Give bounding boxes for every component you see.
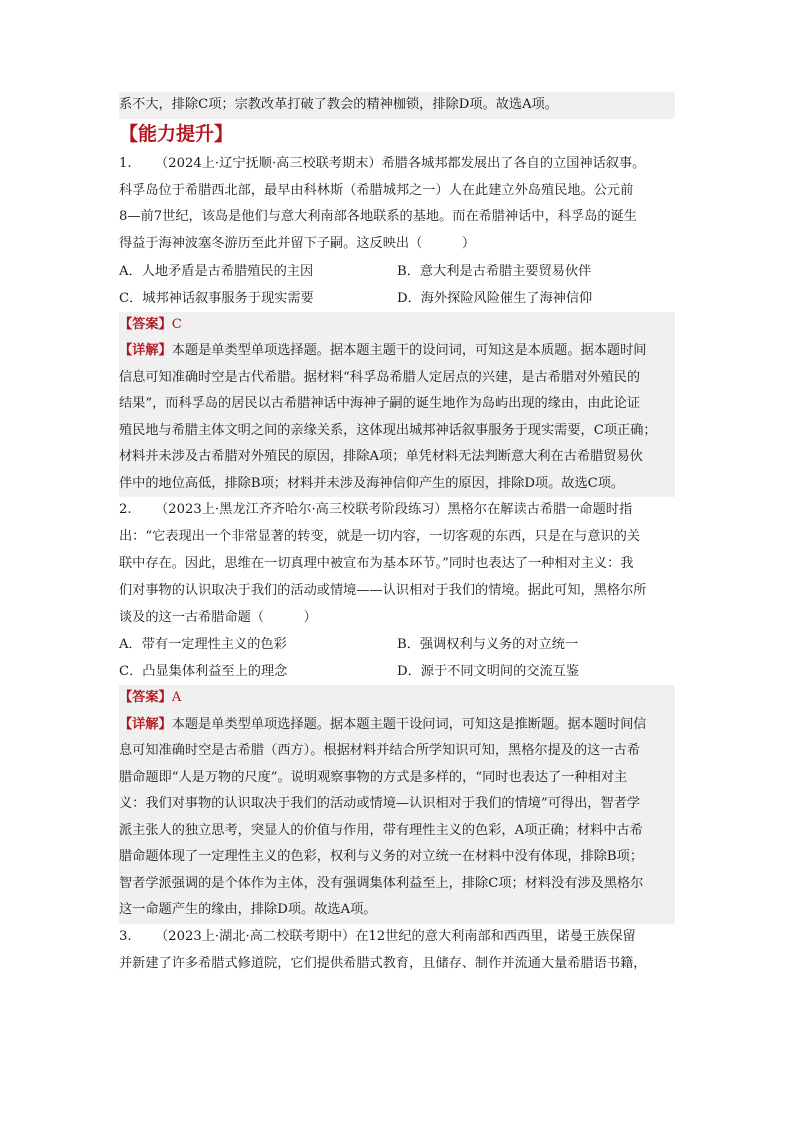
q2-option-c: C．凸显集体利益至上的理念: [119, 664, 288, 680]
q2-answer-label: 【答案】: [119, 690, 172, 706]
q2-line-1: 2. （2023上·黑龙江齐齐哈尔·高三校联考阶段练习）黑格尔在解读古希腊一命题时指: [119, 497, 675, 524]
q1-detail-line-5: 材料并未涉及古希腊对外殖民的原因，排除A项；单凭材料无法判断意大利在古希腊贸易伙: [119, 449, 643, 465]
q1-line-3: 8—前7世纪，该岛是他们与意大利南部各地联系的基地。而在希腊神话中，科孚岛的诞生: [119, 209, 637, 225]
q2-detail-line-6: 腊命题体现了一定理性主义的色彩，权利与义务的对立统一在材料中没有体现，排除B项；: [119, 849, 643, 865]
q2-option-d: D．源于不同文明间的交流互鉴: [397, 664, 580, 680]
q1-line-4: 得益于海神波塞冬游历至此并留下子嗣。这反映出（ ）: [119, 236, 476, 252]
question-2: [119, 497, 675, 923]
q2-detail-line-3: 腊命题即“人是万物的尺度”。说明观察事物的方式是多样的，“同时也表达了一种相对主: [119, 769, 628, 785]
q1-option-b: B．意大利是古希腊主要贸易伙伴: [397, 263, 592, 279]
q1-line-2: 科孚岛位于希腊西北部，最早由科林斯（希腊城邦之一）人在此建立外岛殖民地。公元前: [119, 182, 634, 198]
q2-solution: [119, 685, 675, 924]
q1-detail-line-4: 殖民地与希腊主体文明之间的亲缘关系，这体现出城邦神话叙事服务于现实需要，C项正确；: [119, 422, 657, 438]
q2-detail-line-8: 这一命题产生的缘由，排除D项。故选A项。: [119, 902, 377, 918]
q2-detail-label: 【详解】: [119, 716, 172, 732]
q2-detail-line-2: 息可知准确时空是古希腊（西方）。根据材料并结合所学知识可知，黑格尔提及的这一古希: [119, 743, 640, 759]
q3-line-2: 并新建了许多希腊式修道院，它们提供希腊式教育，且储存、制作并流通大量希腊语书籍，: [119, 955, 647, 971]
q1-answer-label: 【答案】: [119, 316, 172, 332]
question-1: [119, 151, 675, 498]
q2-options-row-1: [119, 631, 675, 658]
q1-detail-line-2: 信息可知准确时空是古代希腊。据材料“科孚岛希腊人定居点的兴建，是古希腊对外殖民的: [119, 369, 641, 385]
q1-answer-value: C: [171, 316, 182, 332]
q2-option-b: B．强调权利与义务的对立统一: [397, 637, 579, 653]
q2-detail-line-7: 智者学派强调的是个体作为主体，没有强调集体利益至上，排除C项；材料没有涉及黑格尔: [119, 875, 644, 891]
q2-line-4: 们对事物的认识取决于我们的活动或情境——认识相对于我们的情境。据此可知，黑格尔所: [119, 582, 647, 598]
q3-line-1: 3. （2023上·湖北·高二校联考期中）在12世纪的意大利南部和西西里，诺曼王族保留: [119, 924, 675, 951]
q2-number: 2.: [119, 502, 132, 518]
q1-detail-line-3: 结果”，而科孚岛的居民以古希腊神话中海神子嗣的诞生地作为岛屿出现的缘由，由此论证: [119, 396, 641, 412]
q2-detail-line-1: 【详解】本题是单类型单项选择题。据本题主题干设问词，可知这是推断题。据本题时间信: [119, 716, 647, 732]
section-title: 【能力提升】: [119, 122, 234, 145]
document-page: [119, 92, 675, 978]
q1-options-row-1: [119, 258, 675, 285]
q2-option-a: A．带有一定理性主义的色彩: [119, 637, 287, 653]
q2-detail-line-5: 派主张人的独立思考，突显人的价值与作用，带有理性主义的色彩，A项正确；材料中古希: [119, 822, 643, 838]
q1-detail-label: 【详解】: [119, 343, 172, 359]
q1-option-c: C．城邦神话叙事服务于现实需要: [119, 290, 314, 306]
q1-solution: [119, 312, 675, 498]
q2-detail-line-4: 义：我们对事物的认识取决于我们的活动或情境—认识相对于我们的情境”可得出，智者学: [119, 796, 641, 812]
q2-line-2: 出：“它表现出一个非常显著的转变，就是一切内容，一切客观的东西，只是在与意识的关: [119, 529, 641, 545]
q1-option-d: D．海外探险风险催生了海神信仰: [397, 290, 593, 306]
q1-number: 1.: [119, 155, 132, 171]
q1-options-row-2: [119, 285, 675, 312]
q2-line-5: 谈及的这一古希腊命题（ ）: [119, 609, 317, 625]
q1-option-a: A．人地矛盾是古希腊殖民的主因: [119, 263, 314, 279]
q1-answer: [119, 312, 675, 339]
q2-answer: [119, 685, 675, 712]
q2-answer-value: A: [171, 690, 182, 706]
q2-options-row-2: [119, 658, 675, 685]
q1-detail-line-1: 【详解】本题是单类型单项选择题。据本题主题干的设问词，可知这是本质题。据本题时间: [119, 343, 647, 359]
q1-detail-line-6: 伴中的地位高低，排除B项；材料并未涉及海神信仰产生的原因，排除D项。故选C项。: [119, 475, 625, 491]
q1-line-1: 1. （2024上·辽宁抚顺·高三校联考期末）希腊各城邦都发展出了各自的立国神话叙事。: [119, 151, 675, 178]
question-3: [119, 924, 675, 978]
q3-number: 3.: [119, 928, 132, 944]
prev-answer-tail: 系不大，排除C项；宗教改革打破了教会的精神枷锁，排除D项。故选A项。: [119, 92, 675, 119]
q2-line-3: 联中存在。因此，思维在一切真理中被宣布为基本环节。”同时也表达了一种相对主义：我: [119, 556, 634, 572]
